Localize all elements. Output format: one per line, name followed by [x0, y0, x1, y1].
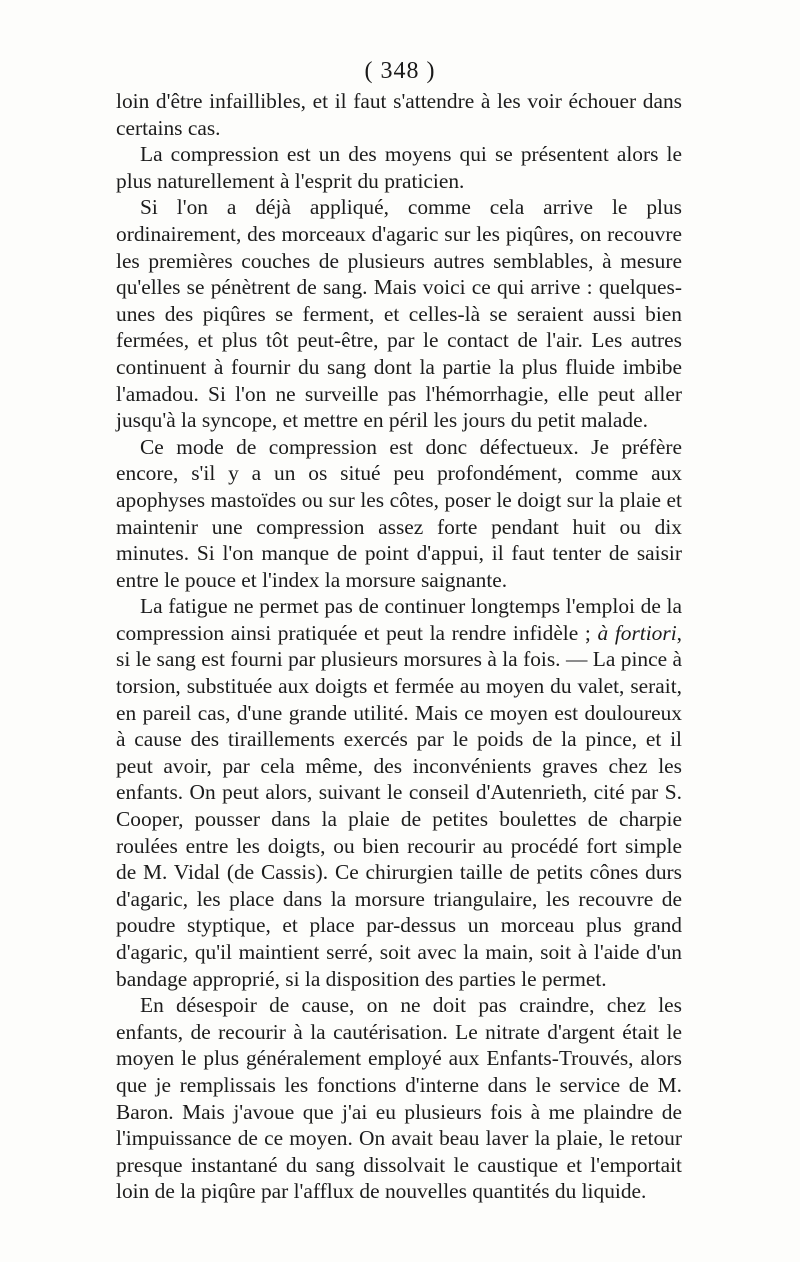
paragraph-text: La fatigue ne permet pas de continuer longtemps l'emploi de la compression ainsi pratiquée et peut la rendre infidèle ; — [116, 594, 682, 645]
paragraph: La compression est un des moyens qui se présentent alors le plus naturellement à l'esprit du praticien. — [116, 142, 682, 193]
paragraph-text: , si le sang est fourni par plusieurs morsures à la fois. — La pince à torsion, substituée aux doigts et fermée au moyen du valet, serait, en pareil cas, d'une grande utilité. Mais ce moyen est douloureux à cause des tiraillements exercés par le poids de la pince, et il peut avoir, par cela même, des inconvénients graves chez les enfants. On peut alors, suivant le conseil d'Autenrieth, cité par S. Cooper, pousser dans la plaie de petites boulettes de charpie roulées entre les doigts, ou bien recourir au procédé fort simple de M. Vidal (de Cassis). Ce chirurgien taille de petits cônes durs d'agaric, les place dans la morsure triangulaire, les recouvre de poudre styptique, et place par-dessus un morceau plus grand d'agaric, qu'il maintient serré, soit avec la main, soit à l'aide d'un bandage approprié, si la disposition des parties le permet. — [116, 620, 682, 991]
paragraph: loin d'être infaillibles, et il faut s'attendre à les voir échouer dans certains cas. — [116, 89, 682, 140]
paragraph: Ce mode de compression est donc défectueux. Je préfère encore, s'il y a un os situé peu profondément, comme aux apophyses mastoïdes ou sur les côtes, poser le doigt sur la plaie et maintenir une compression assez forte pendant huit ou dix minutes. Si l'on manque de point d'appui, il faut tenter de saisir entre le pouce et l'index la morsure saignante. — [116, 434, 682, 592]
page-body — [116, 88, 682, 1205]
paragraph — [116, 593, 682, 992]
page-number-header: ( 348 ) — [364, 58, 436, 84]
italic-phrase: à fortiori — [597, 620, 677, 645]
paragraph: En désespoir de cause, on ne doit pas craindre, chez les enfants, de recourir à la cautérisation. Le nitrate d'argent était le moyen le plus généralement employé aux Enfants-Trouvés, alors que je remplissais les fonctions d'interne dans le service de M. Baron. Mais j'avoue que j'ai eu plusieurs fois à me plaindre de l'impuissance de ce moyen. On avait beau laver la plaie, le retour presque instantané du sang dissolvait le caustique et l'emportait loin de la piqûre par l'afflux de nouvelles quantités du liquide. — [116, 993, 682, 1204]
paragraph: Si l'on a déjà appliqué, comme cela arrive le plus ordinairement, des morceaux d'agaric sur les piqûres, on recouvre les premières couches de plusieurs autres semblables, à mesure qu'elles se pénètrent de sang. Mais voici ce qui arrive : quelques-unes des piqûres se ferment, et celles-là se seraient aussi bien fermées, et plus tôt peut-être, par le contact de l'air. Les autres continuent à fournir du sang dont la partie la plus fluide imbibe l'amadou. Si l'on ne surveille pas l'hémorrhagie, elle peut aller jusqu'à la syncope, et mettre en péril les jours du petit malade. — [116, 195, 682, 433]
